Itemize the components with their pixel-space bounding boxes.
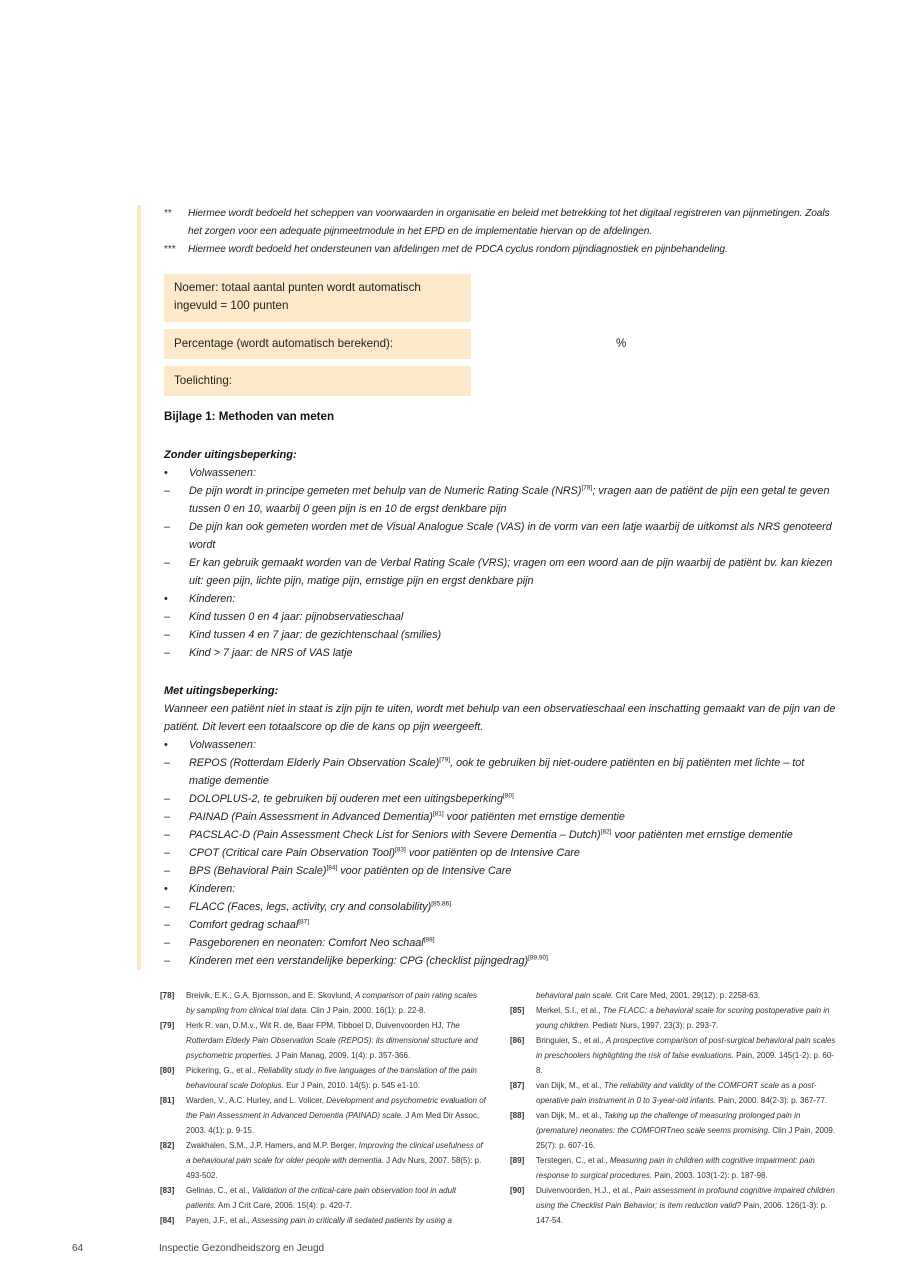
list-item	[164, 898, 837, 916]
reference-text	[186, 988, 486, 1018]
reference-authors: Terstegen, C., et al.,	[536, 1156, 610, 1165]
list-item-text	[189, 844, 837, 862]
list-item	[164, 934, 837, 952]
reference-source: Pain, 2000. 84(2-3): p. 367-77.	[715, 1096, 828, 1105]
list-item	[164, 590, 837, 608]
list-item-main: Pasgeborenen en neonaten: Comfort Neo schaal	[189, 937, 424, 949]
list-item	[164, 952, 837, 970]
list-item-main: Kind tussen 4 en 7 jaar: de gezichtenschaal (smilies)	[189, 629, 442, 641]
citation-ref[interactable]: [79]	[439, 756, 451, 764]
reference-number: [83]	[160, 1186, 175, 1195]
dash-icon: –	[164, 919, 171, 931]
dash-icon: –	[164, 757, 171, 769]
list-item-main: Kind > 7 jaar: de NRS of VAS latje	[189, 647, 353, 659]
citation-ref[interactable]: [78]	[581, 484, 593, 492]
list-item-text	[189, 898, 837, 916]
reference-authors: van Dijk, M., et al.,	[536, 1081, 605, 1090]
list-item	[164, 844, 837, 862]
reference-text	[186, 1093, 486, 1138]
percentage-field: Percentage (wordt automatisch berekend):	[164, 329, 471, 359]
list-item	[164, 808, 837, 826]
reference-item	[510, 1033, 840, 1078]
list-item-continuation: voor patiënten met ernstige dementie	[443, 811, 625, 823]
dash-icon: –	[164, 847, 171, 859]
reference-authors: Herk R. van, D.M.v., Wit R. de, Baar FPM, Tibboel D, Duivenvoorden HJ,	[186, 1021, 446, 1030]
footnote-mark: ***	[164, 244, 176, 255]
citation-ref[interactable]: [85,86]	[431, 900, 452, 908]
met-list	[164, 736, 837, 970]
list-item-main: FLACC (Faces, legs, activity, cry and consolability)	[189, 901, 432, 913]
reference-source: Pain, 2009. 145(1-2): p. 60-8.	[536, 1051, 834, 1075]
reference-title: Assessing pain in critically ill sedated patients by using a	[251, 1216, 452, 1225]
footnote-mark: **	[164, 208, 172, 219]
list-item-continuation: voor patiënten op de Intensive Care	[337, 865, 512, 877]
list-item-main: Comfort gedrag schaal	[189, 919, 299, 931]
reference-text	[186, 1063, 486, 1093]
reference-authors: Pickering, G., et al.,	[186, 1066, 259, 1075]
list-item-main: Kind tussen 0 en 4 jaar: pijnobservatieschaal	[189, 611, 404, 623]
reference-item	[160, 1138, 486, 1183]
reference-text	[536, 1153, 840, 1183]
list-item-continuation: voor patiënten met ernstige dementie	[611, 829, 793, 841]
reference-number: [88]	[510, 1111, 525, 1120]
toelichting-field[interactable]: Toelichting:	[164, 366, 471, 396]
reference-text	[536, 1078, 840, 1108]
publisher-name: Inspectie Gezondheidszorg en Jeugd	[159, 1243, 325, 1254]
list-item	[164, 482, 837, 518]
met-heading: Met uitingsbeperking:	[164, 685, 279, 697]
reference-number: [85]	[510, 1006, 525, 1015]
reference-authors: Merkel, S.I., et al.,	[536, 1006, 603, 1015]
reference-number	[510, 988, 536, 1003]
reference-source: J Adv Nurs, 2007. 58(5): p. 493-502.	[186, 1156, 482, 1180]
list-item	[164, 554, 837, 590]
bullet-icon: •	[164, 467, 168, 479]
list-item-text	[189, 554, 837, 590]
reference-text	[186, 1138, 486, 1183]
dash-icon: –	[164, 647, 171, 659]
list-item-text	[189, 608, 837, 626]
reference-title: The reliability and validity of the COMFORT scale as a post-operative pain instrument in 0 to 3-year-old infants.	[536, 1081, 817, 1105]
list-item-main: Volwassenen:	[189, 739, 256, 751]
list-item-text	[189, 590, 837, 608]
reference-source: Crit Care Med, 2001. 29(12): p. 2258-63.	[613, 991, 761, 1000]
reference-title: Taking up the challenge of measuring prolonged pain in (premature) neonates: the COMFORTneo scale seems promising.	[536, 1111, 801, 1135]
reference-item	[510, 1183, 840, 1228]
reference-text	[536, 1003, 840, 1033]
reference-item	[160, 1213, 486, 1228]
met-intro: Wanneer een patiënt niet in staat is zijn pijn te uiten, wordt met behulp van een observatieschaal een inschatting gemaakt van de pijn van de patiënt. Dit levert een totaalscore op die de kans op pijn weergeeft.	[164, 703, 836, 733]
reference-number: [84]	[160, 1216, 175, 1225]
reference-title: Reliability study in five languages of the translation of the pain behavioural scale Doloplus.	[186, 1066, 477, 1090]
dash-icon: –	[164, 485, 171, 497]
reference-text	[186, 1183, 486, 1213]
list-item-text	[189, 482, 837, 518]
dash-icon: –	[164, 611, 171, 623]
reference-source: Pediatr Nurs, 1997. 23(3): p. 293-7.	[590, 1021, 719, 1030]
dash-icon: –	[164, 865, 171, 877]
list-item	[164, 736, 837, 754]
noemer-field: Noemer: totaal aantal punten wordt automatisch ingevuld = 100 punten	[164, 274, 471, 322]
list-item-main: Kinderen:	[189, 883, 236, 895]
reference-number: [79]	[160, 1021, 175, 1030]
reference-source: J Pain Manag, 2009. 1(4): p. 357-366.	[273, 1051, 411, 1060]
citation-ref[interactable]: [89,90]	[528, 954, 548, 962]
reference-source: Eur J Pain, 2010. 14(5): p. 545 e1-10.	[283, 1081, 420, 1090]
reference-authors: van Dijk, M., et al.,	[536, 1111, 605, 1120]
reference-title: A comparison of pain rating scales by sampling from clinical trial data.	[186, 991, 477, 1015]
reference-source: Clin J Pain, 2009. 25(7): p. 607-16.	[536, 1126, 836, 1150]
reference-text	[536, 1033, 840, 1078]
footnote-double-star	[164, 205, 837, 241]
dash-icon: –	[164, 557, 171, 569]
list-item-main: De pijn wordt in principe gemeten met behulp van de Numeric Rating Scale (NRS)	[189, 485, 582, 497]
reference-authors: Zwakhalen, S.M., J.P. Hamers, and M.P. Berger,	[186, 1141, 359, 1150]
list-item-main: CPOT (Critical care Pain Observation Tool)	[189, 847, 396, 859]
percentage-unit: %	[616, 337, 627, 350]
list-item	[164, 790, 837, 808]
list-item-main: Kinderen met een verstandelijke beperking: CPG (checklist pijngedrag)	[189, 955, 529, 967]
references	[160, 988, 840, 1228]
list-item-text	[189, 736, 837, 754]
reference-text	[536, 1108, 840, 1153]
list-item	[164, 464, 837, 482]
citation-ref[interactable]: [87]	[298, 918, 310, 926]
reference-number: [86]	[510, 1036, 525, 1045]
reference-authors: Bringuier, S., et al.,	[536, 1036, 606, 1045]
list-item	[164, 754, 837, 790]
list-item-continuation: , ook te gebruiken bij niet-oudere patiënten en bij patiënten met lichte – tot matige dementie	[189, 757, 805, 787]
list-item-continuation: ; vragen aan de patiënt de pijn een getal te geven tussen 0 en 10, waarbij 0 geen pijn is en 10 de ergst denkbare pijn	[189, 485, 830, 515]
dash-icon: –	[164, 811, 171, 823]
citation-ref[interactable]: [84]	[326, 864, 338, 872]
list-item-text	[189, 826, 837, 844]
list-item-text	[189, 754, 837, 790]
reference-number: [82]	[160, 1141, 175, 1150]
bullet-icon: •	[164, 883, 168, 895]
citation-ref[interactable]: [83]	[395, 846, 406, 854]
reference-item	[510, 1003, 840, 1033]
list-item-main: PAINAD (Pain Assessment in Advanced Dementia)	[189, 811, 433, 823]
list-item-text	[189, 790, 837, 808]
list-item-text	[189, 934, 837, 952]
list-item-main: Er kan gebruik gemaakt worden van de Verbal Rating Scale (VRS); vragen om een woord aan de pijn waarbij de patiënt bv. kan kiezen uit: geen pijn, lichte pijn, matige pijn, ernstige pijn en ergst denkbare pijn	[189, 557, 833, 587]
list-item-main: PACSLAC-D (Pain Assessment Check List for Seniors with Severe Dementia – Dutch)	[189, 829, 601, 841]
appendix-title: Bijlage 1: Methoden van meten	[164, 410, 335, 423]
list-item-main: DOLOPLUS-2, te gebruiken bij ouderen met een uitingsbeperking	[189, 793, 503, 805]
list-item-text	[189, 862, 837, 880]
reference-authors: Warden, V., A.C. Hurley, and L. Volicer,	[186, 1096, 327, 1105]
page-number: 64	[72, 1243, 84, 1254]
footnote-text: Hiermee wordt bedoeld het ondersteunen van afdelingen met de PDCA cyclus rondom pijndiagnostiek en pijnbehandeling.	[188, 244, 728, 255]
reference-title: behavioral pain scale.	[536, 991, 614, 1000]
list-item-main: REPOS (Rotterdam Elderly Pain Observation Scale)	[189, 757, 440, 769]
reference-title: Validation of the critical-care pain observation tool in adult patients.	[186, 1186, 457, 1210]
list-item	[164, 916, 837, 934]
list-item-text	[189, 808, 837, 826]
reference-text	[186, 1213, 486, 1228]
reference-title: Pain assessment in profound cognitive impaired children using the Checklist Pain Behavior; is item reduction valid?	[536, 1186, 835, 1210]
list-item	[164, 644, 837, 662]
dash-icon: –	[164, 629, 171, 641]
list-item-text	[189, 916, 837, 934]
reference-number: [87]	[510, 1081, 525, 1090]
list-item-main: Kinderen:	[189, 593, 236, 605]
reference-title: Development and psychometric evaluation of the Pain Assessment in Advanced Dementia (PAINAD) scale.	[186, 1096, 486, 1120]
dash-icon: –	[164, 829, 171, 841]
list-item	[164, 880, 837, 898]
list-item-main: De pijn kan ook gemeten worden met de Visual Analogue Scale (VAS) in de vorm van een latje waarbij de uitkomst als NRS genoteerd wordt	[189, 521, 832, 551]
reference-authors: Gelinas, C., et al.,	[186, 1186, 252, 1195]
reference-number: [81]	[160, 1096, 175, 1105]
dash-icon: –	[164, 937, 171, 949]
reference-source: J Am Med Dir Assoc, 2003. 4(1): p. 9-15.	[186, 1111, 480, 1135]
zonder-list	[164, 464, 837, 662]
list-item	[164, 862, 837, 880]
reference-item	[160, 1183, 486, 1213]
reference-item	[160, 1018, 486, 1063]
reference-authors: Duivenvoorden, H.J., et al.,	[536, 1186, 635, 1195]
dash-icon: –	[164, 793, 171, 805]
citation-ref[interactable]: [82]	[600, 828, 612, 836]
reference-title: A prospective comparison of post-surgical behavioral pain scales in preschoolers highlighting the risk of false evaluations.	[536, 1036, 836, 1060]
reference-item	[510, 1108, 840, 1153]
list-item-text	[189, 518, 837, 554]
main-content	[137, 205, 837, 970]
dash-icon: –	[164, 901, 171, 913]
reference-title: Improving the clinical usefulness of a behavioural pain scale for older people with dementia.	[186, 1141, 483, 1165]
list-item	[164, 518, 837, 554]
reference-item	[510, 988, 840, 1003]
reference-number: [89]	[510, 1156, 525, 1165]
zonder-heading: Zonder uitingsbeperking:	[164, 449, 297, 461]
reference-number: [90]	[510, 1186, 525, 1195]
reference-title: Measuring pain in children with cognitive impairment: pain response to surgical procedures.	[536, 1156, 815, 1180]
reference-number: [78]	[160, 991, 175, 1000]
reference-item	[160, 1093, 486, 1138]
dash-icon: –	[164, 955, 171, 967]
references-right-column	[510, 988, 840, 1228]
reference-text	[536, 988, 840, 1003]
bullet-icon: •	[164, 739, 168, 751]
list-item	[164, 626, 837, 644]
list-item	[164, 826, 837, 844]
list-item-main: BPS (Behavioral Pain Scale)	[189, 865, 327, 877]
reference-number: [80]	[160, 1066, 175, 1075]
list-item-main: Volwassenen:	[189, 467, 256, 479]
reference-title: The FLACC: a behavioral scale for scoring postoperative pain in young children.	[536, 1006, 830, 1030]
citation-ref[interactable]: [80]	[502, 792, 514, 800]
list-item-text	[189, 952, 837, 970]
reference-text	[186, 1018, 486, 1063]
reference-source: Pain, 2006. 126(1-3): p. 147-54.	[536, 1201, 828, 1225]
references-left-column	[160, 988, 486, 1228]
citation-ref[interactable]: [88]	[423, 936, 435, 944]
citation-ref[interactable]: [81]	[432, 810, 444, 818]
reference-item	[510, 1078, 840, 1108]
list-item-text	[189, 464, 837, 482]
list-item-text	[189, 880, 837, 898]
reference-item	[160, 1063, 486, 1093]
reference-authors: Payen, J.F., et al.,	[186, 1216, 252, 1225]
reference-title: The Rotterdam Elderly Pain Observation Scale (REPOS): its dimensional structure and psychometric properties.	[186, 1021, 478, 1060]
list-item-text	[189, 644, 837, 662]
reference-authors: Breivik, E.K., G.A. Bjornsson, and E. Skovlund,	[186, 991, 355, 1000]
reference-source: Pain, 2003. 103(1-2): p. 187-98.	[652, 1171, 768, 1180]
dash-icon: –	[164, 521, 171, 533]
bullet-icon: •	[164, 593, 168, 605]
reference-source: Clin J Pain, 2000. 16(1): p. 22-8.	[308, 1006, 426, 1015]
reference-text	[536, 1183, 840, 1228]
list-item-text	[189, 626, 837, 644]
list-item	[164, 608, 837, 626]
footnote-text: Hiermee wordt bedoeld het scheppen van voorwaarden in organisatie en beleid met betrekking tot het digitaal registreren van pijnmetingen. Zoals het zorgen voor een adequate pijnmeetmodule in het EPD en de implementatie hiervan op de afdelingen.	[188, 208, 830, 237]
footnote-triple-star	[164, 241, 837, 259]
list-item-continuation: voor patiënten op de Intensive Care	[405, 847, 580, 859]
percentage-row	[164, 329, 837, 359]
page-footer	[0, 1242, 900, 1276]
reference-item	[510, 1153, 840, 1183]
reference-source: Am J Crit Care, 2006. 15(4): p. 420-7.	[216, 1201, 352, 1210]
reference-item	[160, 988, 486, 1018]
